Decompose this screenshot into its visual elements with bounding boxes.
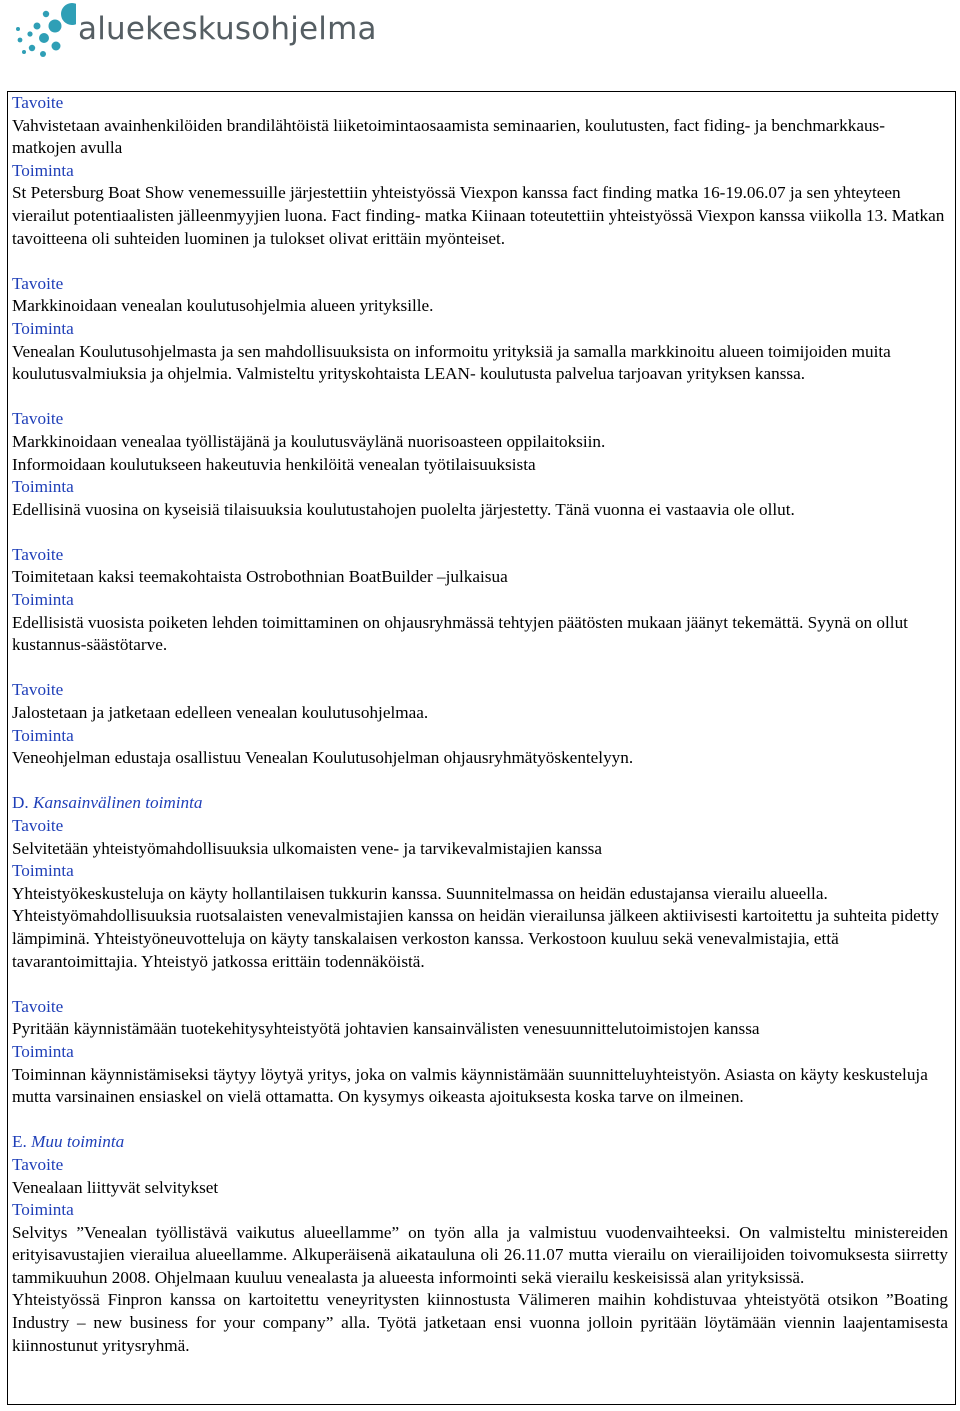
toiminta-text: Toiminnan käynnistämiseksi täytyy löytyä yritys, joka on valmis käynnistämään suunnitteluyhteistyön. Asiasta on käyty keskusteluja mutta varsinainen ensiaskel on vielä ottamatta. On kysymys oikeasta ajoituksesta koska tarve on ilmeinen. <box>12 1064 928 1107</box>
tavoite-label: Tavoite <box>12 93 64 112</box>
logo-text: aluekeskusohjelma <box>78 11 377 47</box>
tavoite-label: Tavoite <box>12 273 64 293</box>
tavoite-text: Toimitetaan kaksi teemakohtaista Ostrobothnian BoatBuilder –julkaisua <box>12 567 508 587</box>
toiminta-text: Yhteistyökeskusteluja on käyty hollantilaisen tukkurin kanssa. Suunnitelmassa on heidän edustajansa vierailu alueella. Yhteistyömahdollisuuksia ruotsalaisten venevalmistajien kanssa on heidän vierailunsa jälkeen aktiivisesti kartoitettu ja suhteita pidetty lämpiminä. Yhteistyöneuvotteluja on käyty tanskalaisen verkoston kanssa. Verkostoon kuuluu sekä venevalmistajia, että tavarantoimittajia. Yhteistyö jatkossa erittäin todennäköistä. <box>12 883 939 971</box>
toiminta-label: Toiminta <box>12 1041 74 1061</box>
logo <box>10 2 377 62</box>
toiminta-label: Toiminta <box>12 160 74 180</box>
tavoite-text: Vahvistetaan avainhenkilöiden brandilähtöistä liiketoimintaosaamista seminaarien, koulutusten, fact fiding- ja benchmarkkaus- matkojen avulla <box>12 115 885 158</box>
tavoite-label: Tavoite <box>12 680 64 700</box>
page-header <box>0 0 960 92</box>
toiminta-text-2: Yhteistyössä Finpron kanssa on kartoitettu veneyritysten kiinnostusta Välimeren maihin kohdistuvaa yhteistyötä otsikon ”Boating Industry – new business for your company” alla. Työtä jatketaan ensi vuonna jolloin pyritään löytämään viennin laajentamisesta kiinnostunut yritysryhmä. <box>12 1290 948 1355</box>
tavoite-text: Jalostetaan ja jatketaan edelleen venealan koulutusohjelmaa. <box>12 703 429 723</box>
section-heading-e <box>12 1131 948 1154</box>
section-letter: D. <box>12 793 29 813</box>
toiminta-label: Toiminta <box>12 861 74 881</box>
section-letter: E. <box>12 1132 27 1152</box>
toiminta-text: Veneohjelman edustaja osallistuu Venealan Koulutusohjelman ohjausryhmätyöskentelyyn. <box>12 748 634 768</box>
tavoite-text: Markkinoidaan venealan koulutusohjelmia alueen yrityksille. <box>12 296 434 316</box>
tavoite-text-2: Informoidaan koulutukseen hakeutuvia henkilöitä venealan työtilaisuuksista <box>12 454 536 474</box>
tavoite-label: Tavoite <box>12 1154 64 1174</box>
toiminta-label: Toiminta <box>12 1200 74 1220</box>
toiminta-text: Selvitys ”Venealan työllistävä vaikutus alueellamme” on työn alla ja valmistuu vuodenvaihteeksi. On valmisteltu ministereiden erityisavustajien vierailua alueellamme. Alkuperäisenä aikatauluna oli 26.11.07 mutta vierailu on vierailijoiden toivomuksesta siirretty tammikuuhun 2008. Ohjelmaan kuuluu venealasta ja alueesta informointi sekä vierailu keskeisissä alan yrityksissä. <box>12 1222 948 1287</box>
tavoite-label: Tavoite <box>12 996 64 1016</box>
toiminta-text: Edellisinä vuosina on kyseisiä tilaisuuksia koulutustahojen puolelta järjestetty. Tänä vuonna ei vastaavia ole ollut. <box>12 499 795 519</box>
toiminta-label: Toiminta <box>12 725 74 745</box>
tavoite-text: Selvitetään yhteistyömahdollisuuksia ulkomaisten vene- ja tarvikevalmistajien kanssa <box>12 838 602 858</box>
logo-dots-icon <box>10 2 76 62</box>
tavoite-text: Pyritään käynnistämään tuotekehitysyhteistyötä johtavien kansainvälisten venesuunnittelutoimistojen kanssa <box>12 1019 760 1039</box>
section-title: Muu toiminta <box>31 1132 125 1152</box>
report-content <box>12 92 948 1357</box>
tavoite-text: Markkinoidaan venealaa työllistäjänä ja koulutusväylänä nuorisoasteen oppilaitoksiin. <box>12 431 606 451</box>
toiminta-label: Toiminta <box>12 590 74 610</box>
toiminta-label: Toiminta <box>12 318 74 338</box>
toiminta-text: St Petersburg Boat Show venemessuille järjestettiin yhteistyössä Viexpon kanssa fact finding matka 16-19.06.07 ja sen yhteyteen vierailut potentiaalisten jälleenmyyjien luona. Fact finding- matka Kiinaan toteutettiin yhteistyössä Viexpon kanssa viikolla 13. Matkan tavoitteena oli suhteiden luominen ja tulokset olivat erittäin myönteiset. <box>12 183 945 248</box>
toiminta-label: Toiminta <box>12 477 74 497</box>
section-title: Kansainvälinen toiminta <box>33 793 203 813</box>
toiminta-text: Venealan Koulutusohjelmasta ja sen mahdollisuuksista on informoitu yrityksiä ja samalla markkinoitu alueen toimijoiden muita koulutusvalmiuksia ja ohjelmia. Valmisteltu yrityskohtaista LEAN- koulutusta palvelua tarjoavan yrityksen kanssa. <box>12 341 891 384</box>
tavoite-text: Venealaan liittyvät selvitykset <box>12 1177 219 1197</box>
tavoite-label: Tavoite <box>12 544 64 564</box>
tavoite-label: Tavoite <box>12 816 64 835</box>
section-heading-d <box>12 792 948 815</box>
toiminta-text: Edellisistä vuosista poiketen lehden toimittaminen on ohjausryhmässä tehtyjen päätösten mukaan jäänyt tekemättä. Syynä on ollut kustannus-säästötarve. <box>12 612 908 655</box>
tavoite-label: Tavoite <box>12 409 64 429</box>
